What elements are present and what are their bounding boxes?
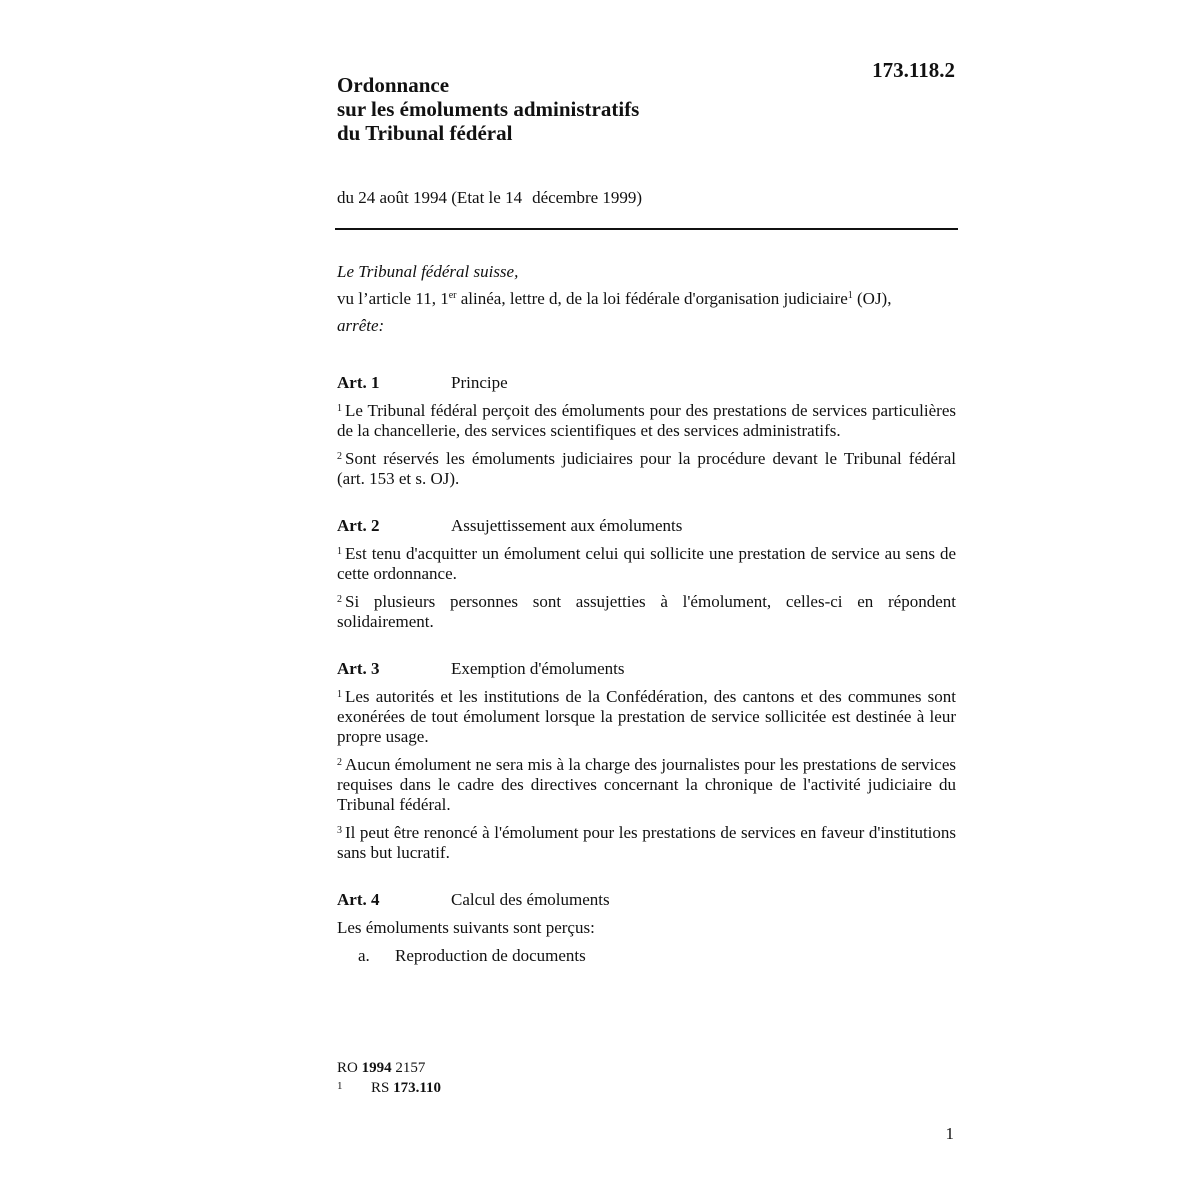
date-text-end: décembre 1999) — [532, 188, 643, 207]
preamble-authority: Le Tribunal fédéral suisse, — [337, 262, 519, 281]
date-text: du 24 août 1994 (Etat le 14 — [337, 188, 523, 207]
article-paragraph — [337, 401, 956, 441]
ro-year: 1994 — [361, 1060, 392, 1076]
list-item — [337, 946, 956, 966]
article-number: Art. 3 — [337, 659, 380, 678]
ro-prefix: RO — [337, 1060, 358, 1076]
ro-page: 2157 — [395, 1060, 426, 1076]
footnote-ref[interactable]: 1 — [847, 290, 853, 301]
articles-section — [337, 372, 956, 992]
footnote-ro — [337, 1058, 441, 1078]
paragraph-number: 2 — [337, 594, 342, 605]
article-intro: Les émoluments suivants sont perçus: — [337, 918, 595, 937]
paragraph-number: 1 — [337, 546, 342, 557]
article-title: Calcul des émoluments — [451, 890, 610, 909]
article-paragraph — [337, 449, 956, 489]
footnote-text — [371, 1078, 441, 1098]
paragraph-number: 3 — [337, 825, 342, 836]
article-paragraph — [337, 823, 956, 863]
article-paragraph — [337, 755, 956, 815]
article-number: Art. 2 — [337, 516, 380, 535]
article-title: Assujettissement aux émoluments — [451, 516, 683, 535]
article-heading — [337, 515, 956, 537]
footnotes — [337, 1058, 441, 1098]
document-date — [337, 188, 642, 208]
document-number: 173.118.2 — [872, 58, 955, 82]
list-text: Reproduction de documents — [395, 946, 586, 965]
article-3 — [337, 658, 956, 863]
paragraph-text: Sont réservés les émoluments judiciaires pour la procédure devant le Tribunal fédéral (art. 153 et s. OJ). — [337, 449, 956, 488]
page-number: 1 — [945, 1124, 954, 1143]
article-paragraph — [337, 687, 956, 747]
title-line: du Tribunal fédéral — [337, 121, 513, 145]
paragraph-text: Les autorités et les institutions de la Confédération, des cantons et des communes sont exonérées de tout émolument lorsque la prestation de service sollicitée est destinée à leur propre usage. — [337, 687, 956, 746]
document-title — [337, 73, 897, 145]
list-letter: a. — [358, 946, 370, 965]
legal-basis-text: alinéa, lettre d, de la loi fédérale d'organisation judiciaire — [456, 289, 848, 308]
footnote-prefix: RS — [371, 1080, 390, 1096]
paragraph-text: Il peut être renoncé à l'émolument pour les prestations de services en faveur d'institutions sans but lucratif. — [337, 823, 956, 862]
paragraph-number: 1 — [337, 689, 342, 700]
ordinal-superscript: er — [448, 290, 457, 301]
legal-basis-text: vu l’article 11, 1 — [337, 289, 449, 308]
article-number: Art. 1 — [337, 373, 380, 392]
legal-basis-text: (OJ), — [852, 289, 892, 308]
article-paragraph — [337, 544, 956, 584]
article-1 — [337, 372, 956, 489]
title-line: sur les émoluments administratifs — [337, 97, 640, 121]
footnote-1 — [337, 1078, 441, 1098]
article-2 — [337, 515, 956, 632]
paragraph-number: 2 — [337, 757, 342, 768]
paragraph-text: Le Tribunal fédéral perçoit des émoluments pour des prestations de services particulières de la chancellerie, des services scientifiques et des services administratifs. — [337, 401, 956, 440]
header-divider — [335, 228, 958, 230]
title-line: Ordonnance — [337, 73, 450, 97]
footnote-reference[interactable]: 173.110 — [393, 1080, 442, 1096]
preamble — [337, 258, 957, 339]
article-title: Principe — [451, 373, 508, 392]
paragraph-number: 1 — [337, 403, 342, 414]
article-number: Art. 4 — [337, 890, 380, 909]
article-paragraph — [337, 592, 956, 632]
article-heading — [337, 658, 956, 680]
article-4 — [337, 889, 956, 966]
article-title: Exemption d'émoluments — [451, 659, 625, 678]
paragraph-number: 2 — [337, 451, 342, 462]
paragraph-text: Aucun émolument ne sera mis à la charge des journalistes pour les prestations de services requises dans le cadre des directives concernant la chronique de l'activité judiciaire du Tribunal fédéral. — [337, 755, 956, 814]
preamble-decree: arrête: — [337, 316, 385, 335]
preamble-legal-basis — [337, 285, 957, 312]
paragraph-text: Est tenu d'acquitter un émolument celui qui sollicite une prestation de service au sens de cette ordonnance. — [337, 544, 956, 583]
footnote-marker: 1 — [337, 1080, 343, 1092]
article-heading — [337, 889, 956, 911]
article-heading — [337, 372, 956, 394]
paragraph-text: Si plusieurs personnes sont assujetties à l'émolument, celles-ci en répondent solidairement. — [337, 592, 956, 631]
